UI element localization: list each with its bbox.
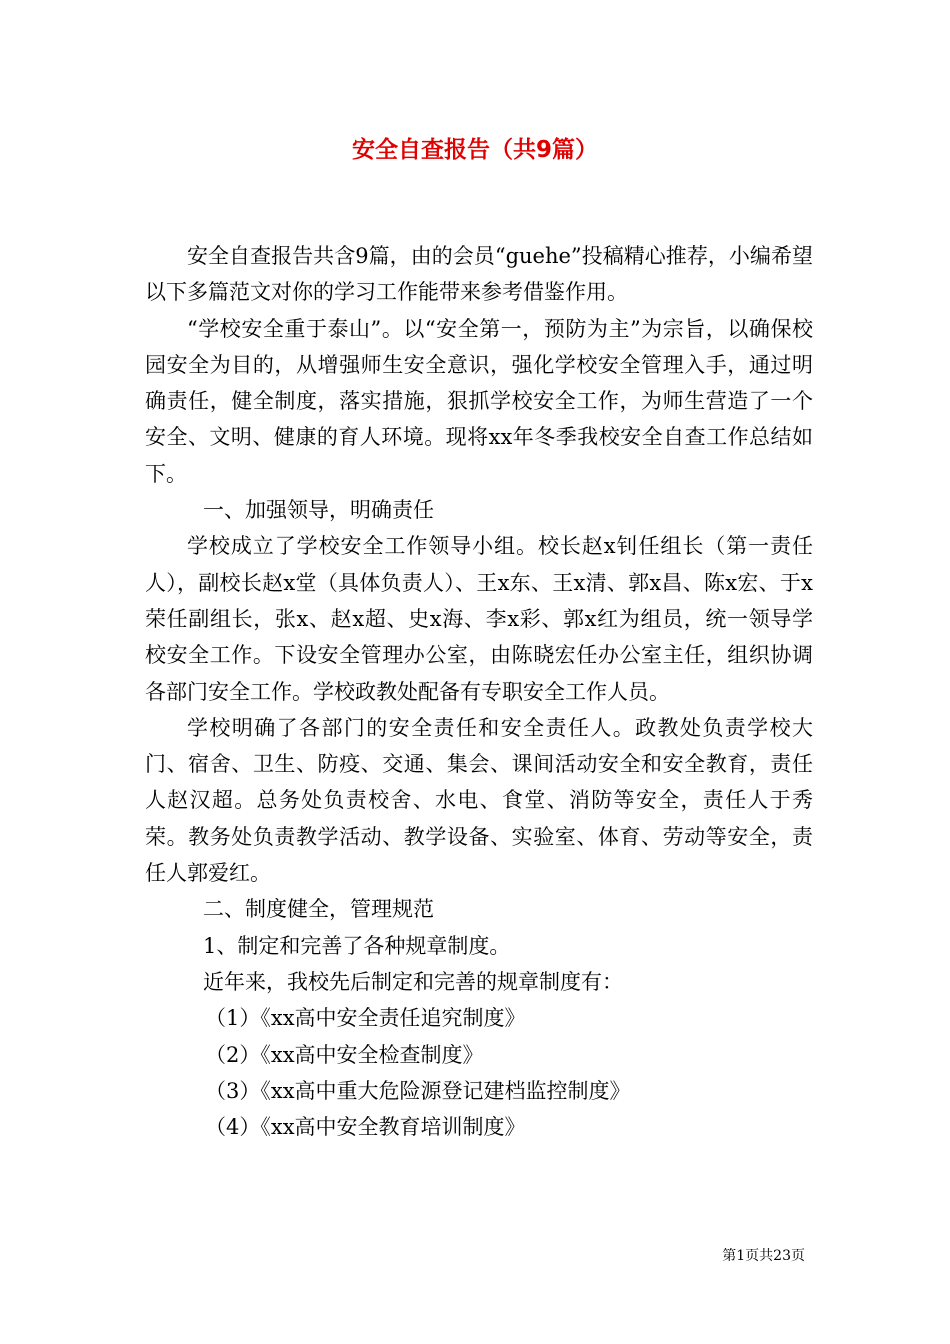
- page-number: 第1页共23页: [722, 1248, 805, 1264]
- body-paragraph: “学校安全重于泰山”。以“安全第一，预防为主”为宗旨，以确保校园安全为目的，从增强师生安全意识，强化学校安全管理入手，通过明确责任，健全制度，落实措施，狠抓学校安全工作，为师生营造了一个安全、文明、健康的育人环境。现将xx年冬季我校安全自查工作总结如下。: [145, 316, 813, 486]
- body-paragraph: 学校成立了学校安全工作领导小组。校长赵x钊任组长（第一责任人），副校长赵x堂（具体负责人）、王x东、王x清、郭x昌、陈x宏、于x荣任副组长，张x、赵x超、史x海、李x彩、郭x红为组员，统一领导学校安全工作。下设安全管理办公室，由陈晓宏任办公室主任，组织协调各部门安全工作。学校政教处配备有专职安全工作人员。: [145, 534, 813, 704]
- body-paragraph: 学校明确了各部门的安全责任和安全责任人。政教处负责学校大门、宿舍、卫生、防疫、交通、集会、课间活动安全和安全教育，责任人赵汉超。总务处负责校舍、水电、食堂、消防等安全，责任人于秀荣。教务处负责教学活动、教学设备、实验室、体育、劳动等安全，责任人郭爱红。: [145, 715, 813, 886]
- document-body: [145, 238, 813, 1145]
- regulation-list-item: （3）《xx高中重大危险源登记建档监控制度》: [205, 1078, 631, 1103]
- section-heading: 二、制度健全，管理规范: [203, 897, 434, 922]
- regulation-list-item: （4）《xx高中安全教育培训制度》: [205, 1115, 526, 1140]
- document-title: 安全自查报告（共9篇）: [351, 137, 598, 163]
- intro-paragraph: 安全自查报告共含9篇，由的会员“guehe”投稿精心推荐，小编希望以下多篇范文对你的学习工作能带来参考借鉴作用。: [145, 244, 813, 305]
- body-paragraph: 近年来，我校先后制定和完善的规章制度有：: [203, 969, 623, 994]
- regulation-list-item: （2）《xx高中安全检查制度》: [205, 1042, 484, 1067]
- section-heading: 一、加强领导，明确责任: [203, 498, 434, 523]
- regulation-list-item: （1）《xx高中安全责任追究制度》: [205, 1006, 526, 1031]
- subsection-heading: 1、制定和完善了各种规章制度。: [203, 933, 511, 958]
